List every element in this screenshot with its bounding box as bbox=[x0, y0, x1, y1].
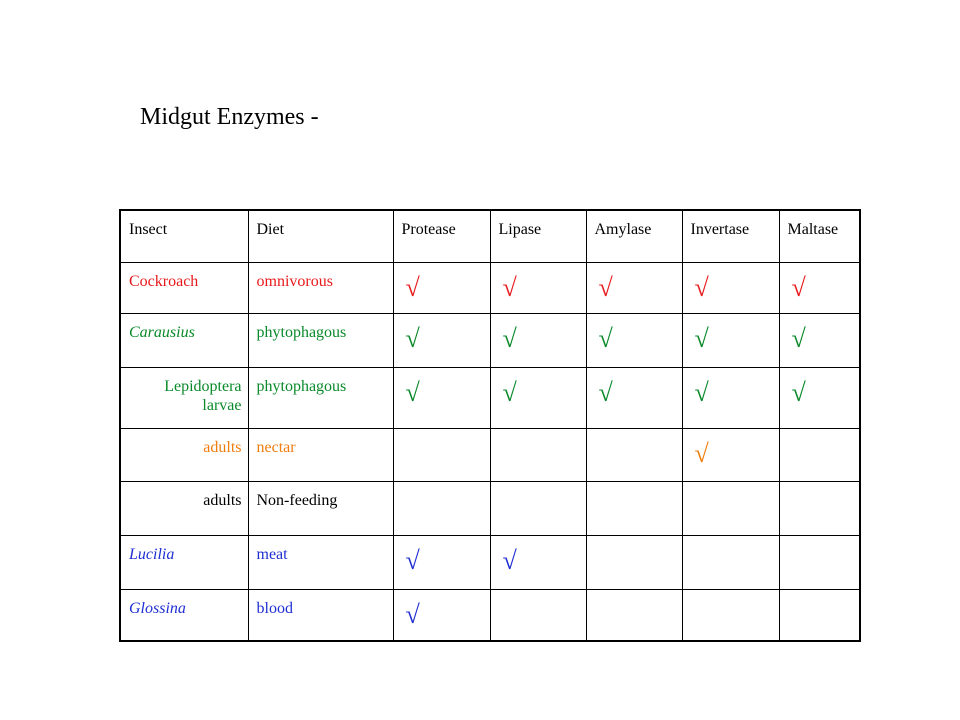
invertase-cell bbox=[682, 313, 779, 367]
protease-cell bbox=[393, 367, 490, 428]
invertase-cell bbox=[682, 262, 779, 313]
insect-cell: Glossina bbox=[120, 589, 248, 641]
check-mark: √ bbox=[405, 323, 420, 353]
lipase-cell bbox=[490, 367, 586, 428]
table-row bbox=[120, 313, 860, 367]
table-row bbox=[120, 428, 860, 481]
protease-cell bbox=[393, 313, 490, 367]
check-mark: √ bbox=[405, 545, 420, 575]
diet-cell: omnivorous bbox=[248, 262, 393, 313]
check-mark: √ bbox=[694, 323, 709, 353]
header-invertase: Invertase bbox=[682, 210, 779, 262]
diet-cell: meat bbox=[248, 535, 393, 589]
check-mark: √ bbox=[598, 323, 613, 353]
amylase-cell bbox=[586, 481, 682, 535]
check-mark: √ bbox=[791, 323, 806, 353]
protease-cell bbox=[393, 428, 490, 481]
lipase-cell bbox=[490, 262, 586, 313]
invertase-cell bbox=[682, 481, 779, 535]
diet-cell: nectar bbox=[248, 428, 393, 481]
check-mark: √ bbox=[694, 272, 709, 302]
amylase-cell bbox=[586, 262, 682, 313]
header-maltase: Maltase bbox=[779, 210, 860, 262]
slide-title: Midgut Enzymes - bbox=[140, 104, 319, 130]
maltase-cell bbox=[779, 313, 860, 367]
header-diet: Diet bbox=[248, 210, 393, 262]
diet-cell: blood bbox=[248, 589, 393, 641]
lipase-cell bbox=[490, 428, 586, 481]
check-mark: √ bbox=[694, 438, 709, 468]
insect-cell: Lucilia bbox=[120, 535, 248, 589]
insect-cell: adults bbox=[120, 428, 248, 481]
check-mark: √ bbox=[694, 377, 709, 407]
amylase-cell bbox=[586, 535, 682, 589]
insect-cell: Lepidoptera larvae bbox=[120, 367, 248, 428]
check-mark: √ bbox=[791, 377, 806, 407]
table-row bbox=[120, 262, 860, 313]
check-mark: √ bbox=[791, 272, 806, 302]
amylase-cell bbox=[586, 313, 682, 367]
invertase-cell bbox=[682, 367, 779, 428]
diet-cell: phytophagous bbox=[248, 367, 393, 428]
check-mark: √ bbox=[598, 272, 613, 302]
invertase-cell bbox=[682, 428, 779, 481]
table-row bbox=[120, 367, 860, 428]
insect-cell: adults bbox=[120, 481, 248, 535]
invertase-cell bbox=[682, 535, 779, 589]
header-insect: Insect bbox=[120, 210, 248, 262]
check-mark: √ bbox=[405, 272, 420, 302]
diet-cell: Non-feeding bbox=[248, 481, 393, 535]
header-row bbox=[120, 210, 860, 262]
insect-cell: Carausius bbox=[120, 313, 248, 367]
protease-cell bbox=[393, 535, 490, 589]
maltase-cell bbox=[779, 481, 860, 535]
protease-cell bbox=[393, 262, 490, 313]
invertase-cell bbox=[682, 589, 779, 641]
diet-cell: phytophagous bbox=[248, 313, 393, 367]
header-lipase: Lipase bbox=[490, 210, 586, 262]
check-mark: √ bbox=[405, 377, 420, 407]
enzyme-table bbox=[119, 209, 861, 642]
header-amylase: Amylase bbox=[586, 210, 682, 262]
amylase-cell bbox=[586, 428, 682, 481]
lipase-cell bbox=[490, 313, 586, 367]
check-mark: √ bbox=[502, 272, 517, 302]
table-row bbox=[120, 589, 860, 641]
table-row bbox=[120, 535, 860, 589]
maltase-cell bbox=[779, 535, 860, 589]
check-mark: √ bbox=[405, 599, 420, 629]
protease-cell bbox=[393, 481, 490, 535]
check-mark: √ bbox=[502, 377, 517, 407]
maltase-cell bbox=[779, 428, 860, 481]
maltase-cell bbox=[779, 589, 860, 641]
header-protease: Protease bbox=[393, 210, 490, 262]
amylase-cell bbox=[586, 367, 682, 428]
lipase-cell bbox=[490, 481, 586, 535]
table-row bbox=[120, 481, 860, 535]
check-mark: √ bbox=[502, 323, 517, 353]
check-mark: √ bbox=[502, 545, 517, 575]
lipase-cell bbox=[490, 535, 586, 589]
protease-cell bbox=[393, 589, 490, 641]
insect-cell: Cockroach bbox=[120, 262, 248, 313]
maltase-cell bbox=[779, 262, 860, 313]
check-mark: √ bbox=[598, 377, 613, 407]
maltase-cell bbox=[779, 367, 860, 428]
lipase-cell bbox=[490, 589, 586, 641]
amylase-cell bbox=[586, 589, 682, 641]
